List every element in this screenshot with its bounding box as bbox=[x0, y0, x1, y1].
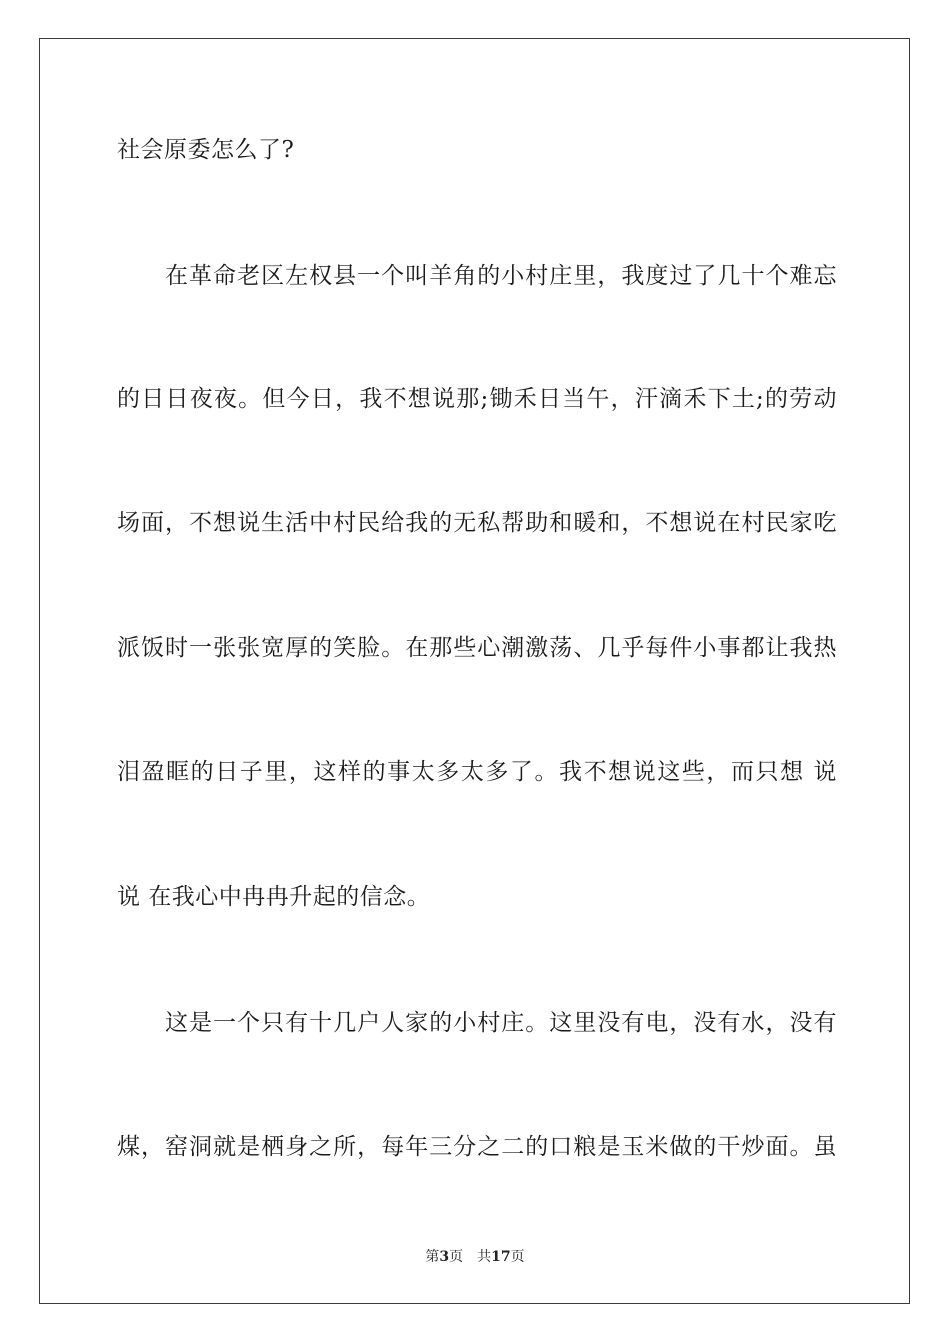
text-line-9: 煤，窑洞就是栖身之所，每年三分之二的口粮是玉米做的干炒面。虽 bbox=[117, 1134, 837, 1160]
page-border bbox=[39, 38, 910, 1304]
text-line-1: 社会原委怎么了? bbox=[117, 137, 295, 163]
text-line-4: 场面，不想说生活中村民给我的无私帮助和暖和，不想说在村民家吃 bbox=[117, 510, 837, 536]
text-line-6: 泪盈眶的日子里，这样的事太多太多了。我不想说这些，而只想 说 bbox=[117, 759, 837, 785]
text-line-5: 派饭时一张张宽厚的笑脸。在那些心潮激荡、几乎每件小事都让我热 bbox=[117, 635, 837, 661]
text-line-3: 的日日夜夜。但今日，我不想说那;锄禾日当午，汗滴禾下土;的劳动 bbox=[117, 386, 837, 412]
text-line-7: 说 在我心中冉冉升起的信念。 bbox=[117, 884, 431, 910]
total-pages-label: 共17页 bbox=[477, 1249, 525, 1265]
page-number-label: 第3页 bbox=[425, 1249, 464, 1265]
text-line-8: 这是一个只有十几户人家的小村庄。这里没有电，没有水，没有 bbox=[165, 1010, 837, 1036]
text-line-2: 在革命老区左权县一个叫羊角的小村庄里，我度过了几十个难忘 bbox=[165, 263, 837, 289]
page-footer bbox=[0, 1247, 950, 1267]
